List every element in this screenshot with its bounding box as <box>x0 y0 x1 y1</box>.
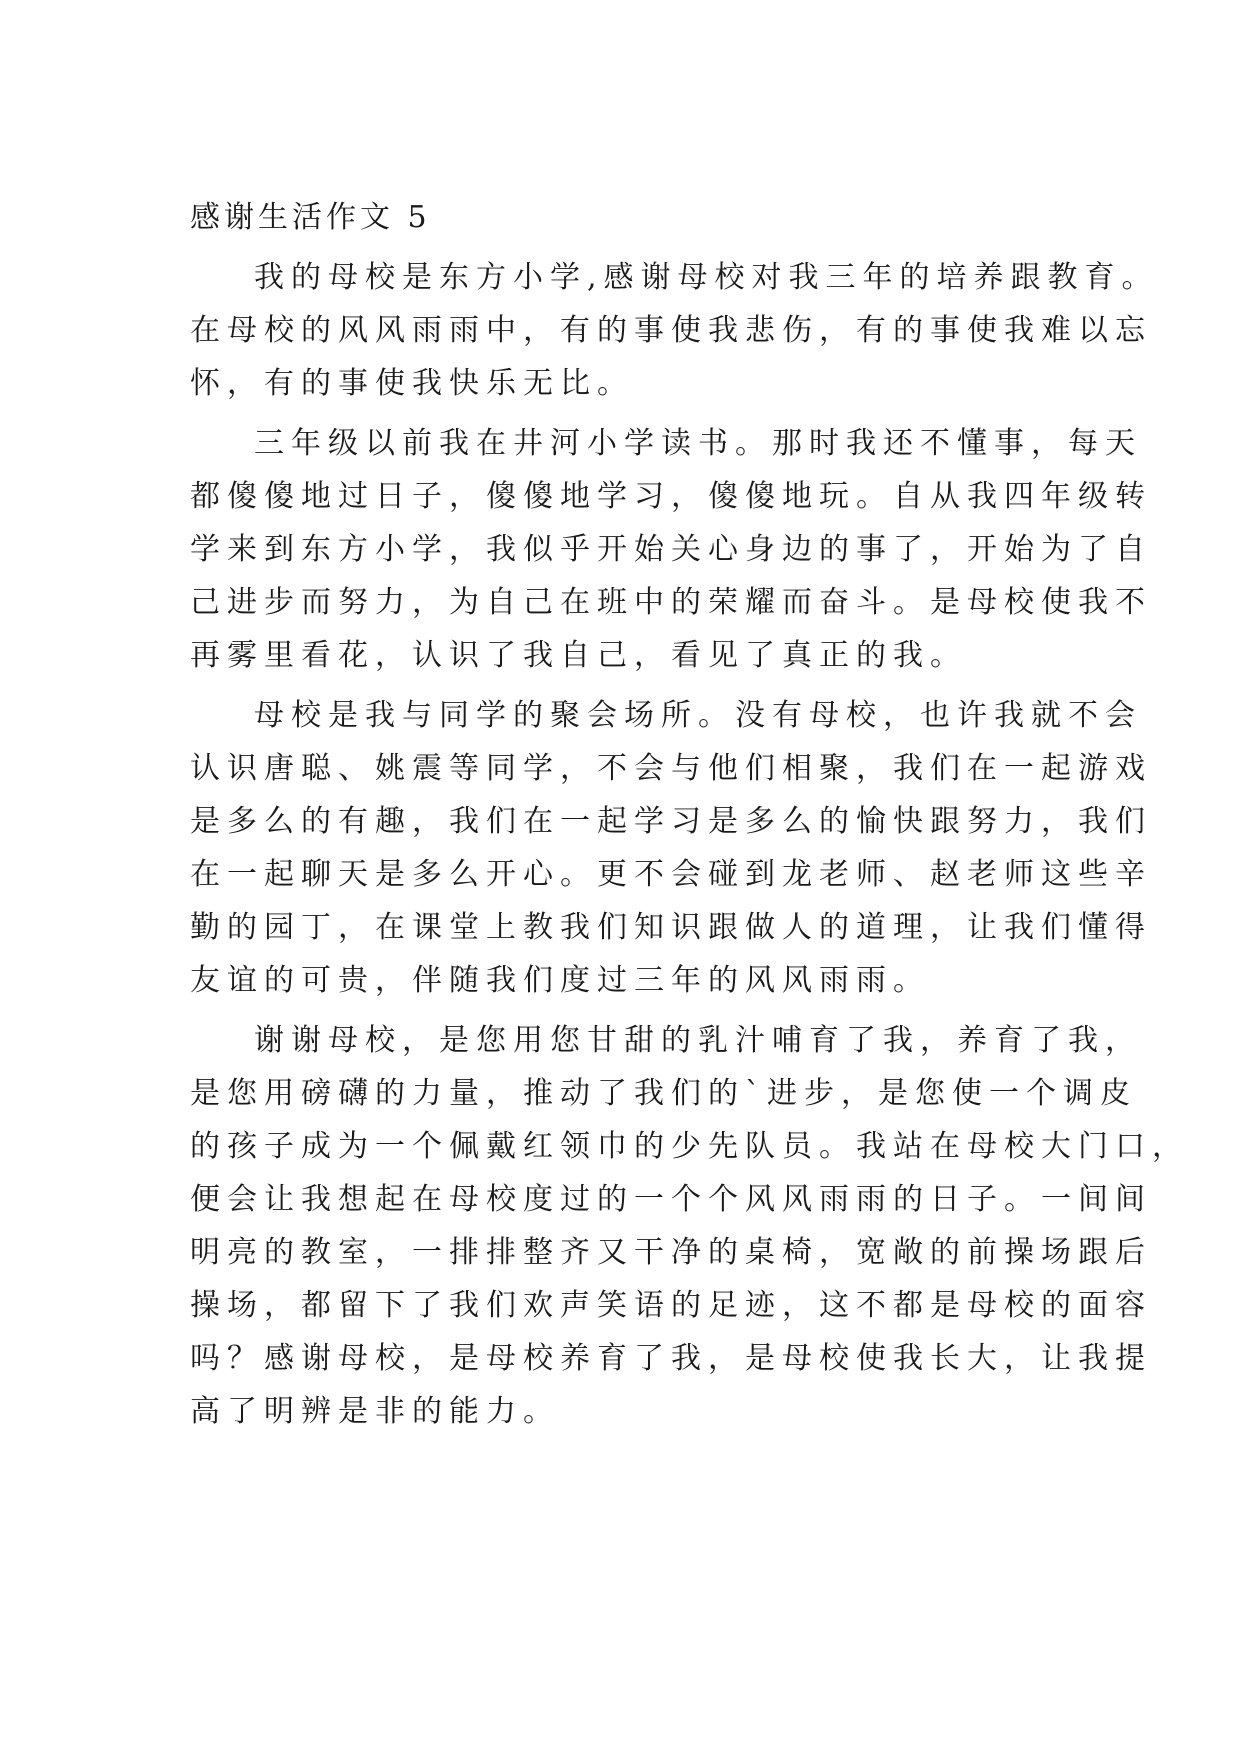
text-line: 是多么的有趣，我们在一起学习是多么的愉快跟努力，我们 <box>190 804 1152 839</box>
text-line: 在一起聊天是多么开心。更不会碰到龙老师、赵老师这些辛 <box>190 857 1152 892</box>
text-line: 母校是我与同学的聚会场所。没有母校，也许我就不会 <box>254 698 1142 733</box>
text-line: 再雾里看花，认识了我自己，看见了真正的我。 <box>190 638 967 673</box>
text-line: 明亮的教室，一排排整齐又干净的桌椅，宽敞的前操场跟后 <box>190 1235 1152 1270</box>
text-line: 怀，有的事使我快乐无比。 <box>190 366 634 401</box>
text-line: 便会让我想起在母校度过的一个个风风雨雨的日子。一间间 <box>190 1182 1152 1217</box>
text-line: 学来到东方小学，我似乎开始关心身边的事了，开始为了自 <box>190 532 1152 567</box>
text-line: 都傻傻地过日子，傻傻地学习，傻傻地玩。自从我四年级转 <box>190 479 1152 514</box>
text-line: 认识唐聪、姚震等同学，不会与他们相聚，我们在一起游戏 <box>190 751 1152 786</box>
text-line: 勤的园丁，在课堂上教我们知识跟做人的道理，让我们懂得 <box>190 910 1152 945</box>
text-line: 吗？感谢母校，是母校养育了我，是母校使我长大，让我提 <box>190 1341 1152 1376</box>
text-line: 己进步而努力，为自己在班中的荣耀而奋斗。是母校使我不 <box>190 585 1152 620</box>
text-line: 我的母校是东方小学,感谢母校对我三年的培养跟教育。 <box>254 260 1159 295</box>
text-line: 友谊的可贵，伴随我们度过三年的风风雨雨。 <box>190 963 930 998</box>
text-line: 谢谢母校，是您用您甘甜的乳汁哺育了我，养育了我， <box>254 1023 1142 1058</box>
text-line: 在母校的风风雨雨中，有的事使我悲伤，有的事使我难以忘 <box>190 313 1152 348</box>
text-line: 的孩子成为一个佩戴红领巾的少先队员。我站在母校大门口， <box>190 1129 1189 1164</box>
document-title: 感谢生活作文 5 <box>190 200 431 235</box>
text-line: 高了明辨是非的能力。 <box>190 1394 560 1429</box>
text-line: 操场，都留下了我们欢声笑语的足迹，这不都是母校的面容 <box>190 1288 1152 1323</box>
text-line: 三年级以前我在井河小学读书。那时我还不懂事，每天 <box>254 426 1142 461</box>
text-line: 是您用磅礴的力量，推动了我们的`进步，是您使一个调皮 <box>190 1076 1137 1111</box>
